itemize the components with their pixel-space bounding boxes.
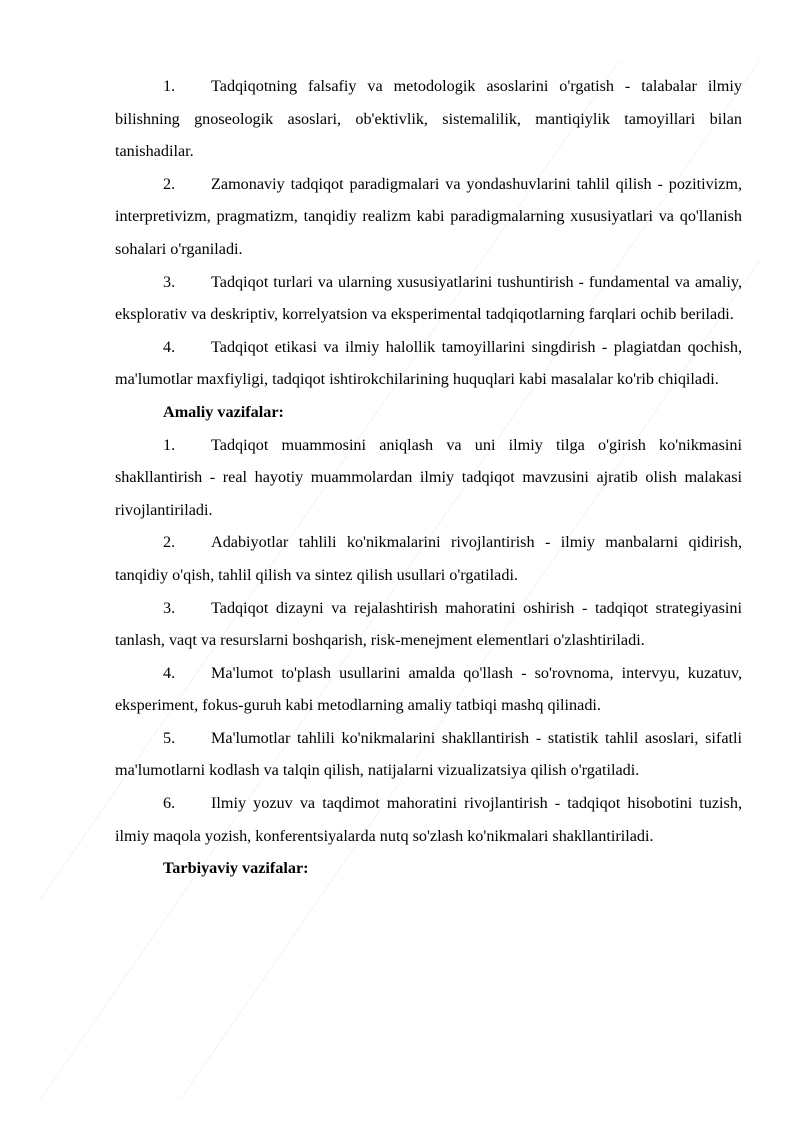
item-text: Tadqiqot etikasi va ilmiy halollik tamoyillarini singdirish - plagiatdan qochish, ma'lumotlar maxfiyligi, tadqiqot ishtirokchilarining huquqlari kabi masalalar ko'rib chiqiladi.	[115, 337, 742, 389]
item-text: Tadqiqot dizayni va rejalashtirish mahoratini oshirish - tadqiqot strategiyasini tanlash, vaqt va resurslarni boshqarish, risk-menejment elementlari o'zlashtiriladi.	[115, 598, 742, 650]
list-item	[115, 787, 742, 852]
item-text: Adabiyotlar tahlili ko'nikmalarini rivojlantirish - ilmiy manbalarni qidirish, tanqidiy o'qish, tahlil qilish va sintez qilish usullari o'rgatiladi.	[115, 533, 742, 584]
list-item	[115, 70, 742, 168]
list-item	[115, 331, 742, 396]
list-item	[115, 266, 742, 331]
practical-list	[115, 429, 742, 853]
item-number: 4.	[163, 663, 176, 682]
item-number: 6.	[163, 794, 176, 813]
item-number: 4.	[163, 337, 176, 356]
item-text: Ilmiy yozuv va taqdimot mahoratini rivojlantirish - tadqiqot hisobotini tuzish, ilmiy maqola yozish, konferentsiyalarda nutq so'zlash ko'nikmalari shakllantiriladi.	[115, 794, 742, 845]
item-text: Tadqiqot muammosini aniqlash va uni ilmiy tilga o'girish ko'nikmasini shakllantirish - real hayotiy muammolardan ilmiy tadqiqot mavzusini ajratib olish malakasi rivojlantiriladi.	[115, 435, 742, 519]
item-text: Tadqiqotning falsafiy va metodologik asoslarini o'rgatish - talabalar ilmiy bilishning gnoseologik asoslari, ob'ektivlik, sistemalilik, mantiqiylik tamoyillari bilan tanishadilar.	[115, 77, 742, 161]
item-number: 2.	[163, 533, 176, 552]
practical-heading: Amaliy vazifalar:	[163, 402, 284, 421]
item-text: Tadqiqot turlari va ularning xususiyatlarini tushuntirish - fundamental va amaliy, eksplorativ va deskriptiv, korrelyatsion va eksperimental tadqiqotlarning farqlari ochib beriladi.	[115, 272, 742, 324]
list-item	[115, 429, 742, 527]
list-item	[115, 657, 742, 722]
item-text: Ma'lumotlar tahlili ko'nikmalarini shakllantirish - statistik tahlil asoslari, sifatli ma'lumotlarni kodlash va talqin qilish, natijalarni vizualizatsiya qilish o'rgatiladi.	[115, 728, 742, 780]
item-number: 3.	[163, 272, 176, 291]
item-number: 2.	[163, 174, 176, 193]
list-item	[115, 722, 742, 787]
document-page	[115, 70, 742, 885]
item-number: 1.	[163, 435, 176, 454]
list-item	[115, 592, 742, 657]
item-number: 3.	[163, 598, 176, 617]
theoretical-list	[115, 70, 742, 396]
list-item	[115, 526, 742, 591]
item-text: Ma'lumot to'plash usullarini amalda qo'llash - so'rovnoma, intervyu, kuzatuv, eksperiment, fokus-guruh kabi metodlarning amaliy tatbiqi mashq qilinadi.	[115, 663, 742, 715]
educational-heading: Tarbiyaviy vazifalar:	[163, 859, 309, 878]
item-number: 5.	[163, 728, 176, 747]
item-text: Zamonaviy tadqiqot paradigmalari va yondashuvlarini tahlil qilish - pozitivizm, interpretivizm, pragmatizm, tanqidiy realizm kabi paradigmalarning xususiyatlari va qo'llanish sohalari o'rganiladi.	[115, 174, 742, 258]
list-item	[115, 168, 742, 266]
item-number: 1.	[163, 77, 176, 95]
